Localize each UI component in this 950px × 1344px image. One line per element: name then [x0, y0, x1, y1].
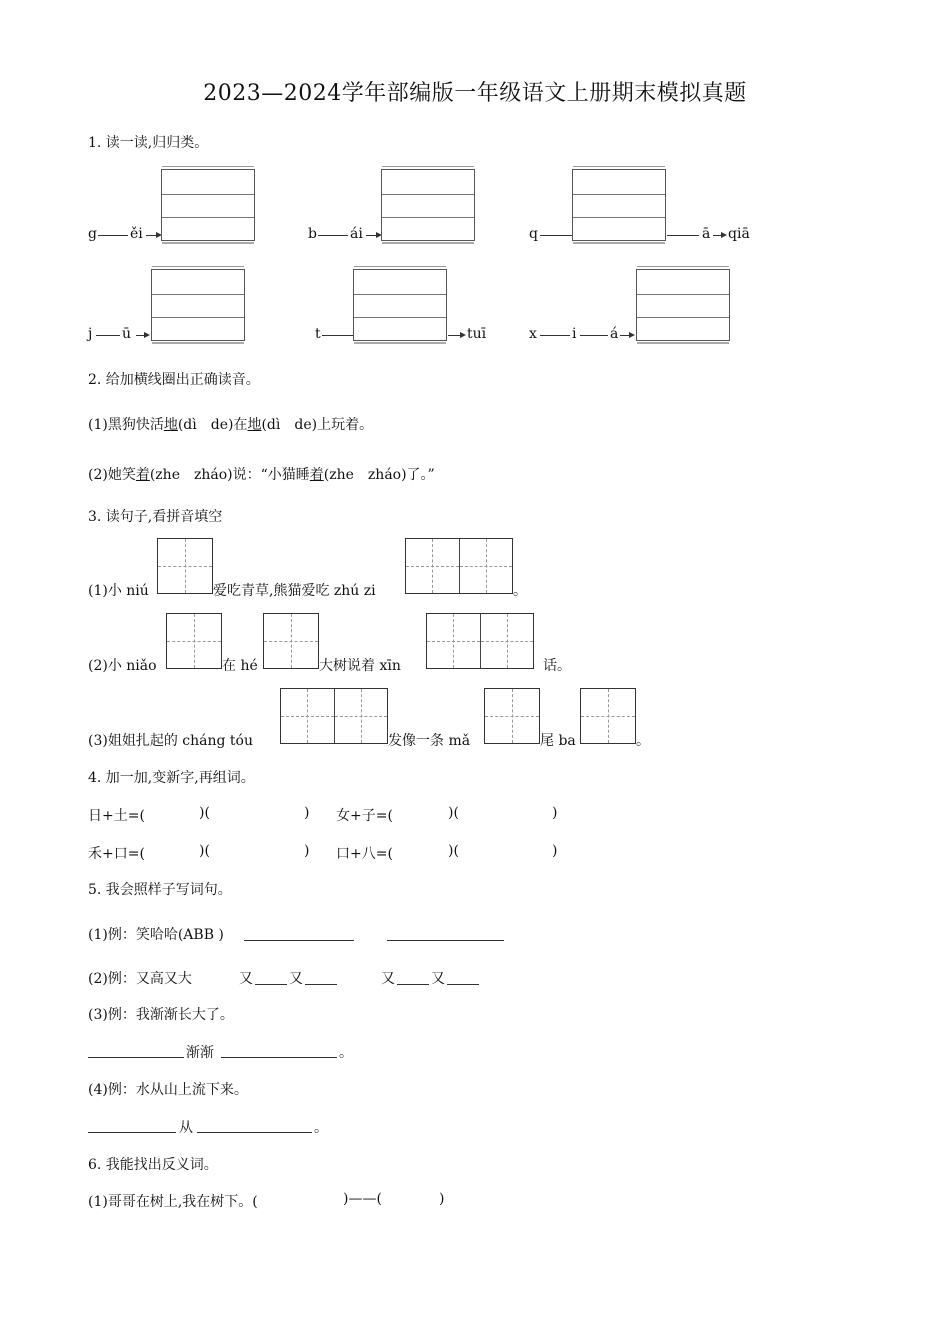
q2-underlined-zhe-2: 着 [309, 467, 324, 483]
q4-item-2-end: ) [552, 805, 558, 821]
q5-blank-2d[interactable] [447, 984, 479, 985]
q4-item-3: 禾+口=( [88, 846, 145, 862]
q3-s1-part-b: 爱吃青草,熊猫爱吃 zhú zi [213, 583, 376, 599]
q3-s3-part-c: 尾 ba [540, 733, 576, 749]
q5-heading: 5. 我会照样子写词句。 [88, 882, 232, 898]
q3-s3-grid-changtou[interactable] [280, 688, 388, 744]
q4-item-2-mid: )( [448, 805, 459, 821]
q3-s3-part-b: 发像一条 mǎ [388, 733, 471, 749]
q5-blank-3b[interactable] [221, 1057, 337, 1058]
q5-blank-3a[interactable] [88, 1057, 184, 1058]
q4-item-3-mid: )( [199, 843, 210, 859]
q1-initial-b: b [308, 226, 317, 242]
q5-blank-2b[interactable] [305, 984, 337, 985]
q5-blank-1a[interactable] [244, 940, 354, 941]
q3-s3-grid-ba[interactable] [580, 688, 636, 744]
q5-word-cong: 从 [179, 1120, 193, 1136]
q3-s2-part-c: 大树说着 xīn [319, 658, 401, 674]
q1-initial-q: q [529, 226, 538, 242]
page-title: 2023—2024学年部编版一年级语文上册期末模拟真题 [203, 81, 747, 106]
q5-period-3: 。 [339, 1045, 353, 1061]
q1-box-2[interactable] [381, 169, 475, 241]
q1-initial-j: j [88, 326, 93, 342]
q4-item-4: 口+八=( [336, 846, 393, 862]
q1-medial-i: i [572, 326, 577, 342]
q1-final-a: ā [702, 226, 711, 242]
q4-item-4-end: ) [552, 843, 558, 859]
q3-s1-grid-zhuzi[interactable] [405, 538, 513, 594]
q5-example-3: (3)例：我渐渐长大了。 [88, 1007, 234, 1023]
q4-item-1-mid: )( [199, 805, 210, 821]
q3-s2-part-d: 话。 [543, 658, 571, 674]
q1-initial-x: x [529, 326, 537, 342]
q3-s3-part-a: (3)姐姐扎起的 cháng tóu [88, 733, 253, 749]
q5-blank-4a[interactable] [88, 1132, 176, 1133]
q3-s1-part-c: 。 [513, 583, 527, 599]
q5-blank-4b[interactable] [197, 1132, 312, 1133]
q2-underlined-di-1: 地 [163, 417, 178, 433]
q4-item-3-end: ) [304, 843, 310, 859]
q3-s2-grid-niao[interactable] [166, 613, 222, 669]
q1-heading: 1. 读一读,归归类。 [88, 135, 209, 151]
q4-item-1-end: ) [304, 805, 310, 821]
q3-heading: 3. 读句子,看拼音填空 [88, 509, 223, 525]
q5-word-jianjian: 渐渐 [186, 1045, 214, 1061]
q5-period-4: 。 [314, 1120, 328, 1136]
q6-sentence-1c: ) [439, 1191, 445, 1207]
q6-sentence-1b: )——( [343, 1191, 382, 1207]
q5-blank-2c[interactable] [397, 984, 429, 985]
q1-final-ai: ái [350, 226, 363, 242]
q1-final-a2: á [610, 326, 619, 342]
q5-blank-2a[interactable] [255, 984, 287, 985]
q1-syllable-tui: tuī [467, 326, 487, 342]
q4-item-4-mid: )( [448, 843, 459, 859]
q1-box-4[interactable] [151, 269, 245, 341]
q2-underlined-zhe-1: 着 [135, 467, 150, 483]
q1-initial-g: g [88, 226, 97, 242]
q5-you-3: 又 [381, 971, 395, 987]
q3-s1-grid-niu[interactable] [157, 538, 213, 594]
q1-final-ei: ěi [130, 226, 143, 242]
q1-final-u: ū [122, 326, 132, 342]
q3-s2-grid-xinli[interactable] [426, 613, 534, 669]
q1-box-6[interactable] [636, 269, 730, 341]
q5-you-4: 又 [431, 971, 445, 987]
q5-you-2: 又 [289, 971, 303, 987]
q4-heading: 4. 加一加,变新字,再组词。 [88, 770, 255, 786]
q1-initial-t: t [315, 326, 321, 342]
q3-s3-part-d: 。 [636, 733, 650, 749]
q1-box-3[interactable] [572, 169, 666, 241]
q5-example-4: (4)例：水从山上流下来。 [88, 1082, 248, 1098]
q2-underlined-di-2: 地 [247, 417, 262, 433]
q3-s2-grid-he[interactable] [263, 613, 319, 669]
q1-box-1[interactable] [161, 169, 255, 241]
q5-example-1: (1)例：笑哈哈(ABB ) [88, 927, 224, 943]
q3-s3-grid-ma[interactable] [484, 688, 540, 744]
q2-heading: 2. 给加横线圈出正确读音。 [88, 372, 260, 388]
q3-s2-part-b: 在 hé [222, 658, 258, 674]
q3-s2-part-a: (2)小 niǎo [88, 658, 157, 674]
q6-sentence-1a: (1)哥哥在树上,我在树下。( [88, 1194, 258, 1210]
q1-box-5[interactable] [353, 269, 447, 341]
q6-heading: 6. 我能找出反义词。 [88, 1157, 218, 1173]
q3-s1-part-a: (1)小 niú [88, 583, 149, 599]
q5-blank-1b[interactable] [387, 940, 504, 941]
q2-sentence-2: (2)她笑着(zhe zháo)说：“小猫睡着(zhe zháo)了。” [88, 467, 435, 483]
q1-syllable-qia: qiā [728, 226, 750, 242]
q5-example-2: (2)例：又高又大 [88, 971, 192, 987]
q4-item-2: 女+子=( [336, 808, 393, 824]
q2-sentence-1: (1)黑狗快活地(dì de)在地(dì de)上玩着。 [88, 417, 374, 433]
q5-you-1: 又 [239, 971, 253, 987]
q4-item-1: 日+土=( [88, 808, 145, 824]
